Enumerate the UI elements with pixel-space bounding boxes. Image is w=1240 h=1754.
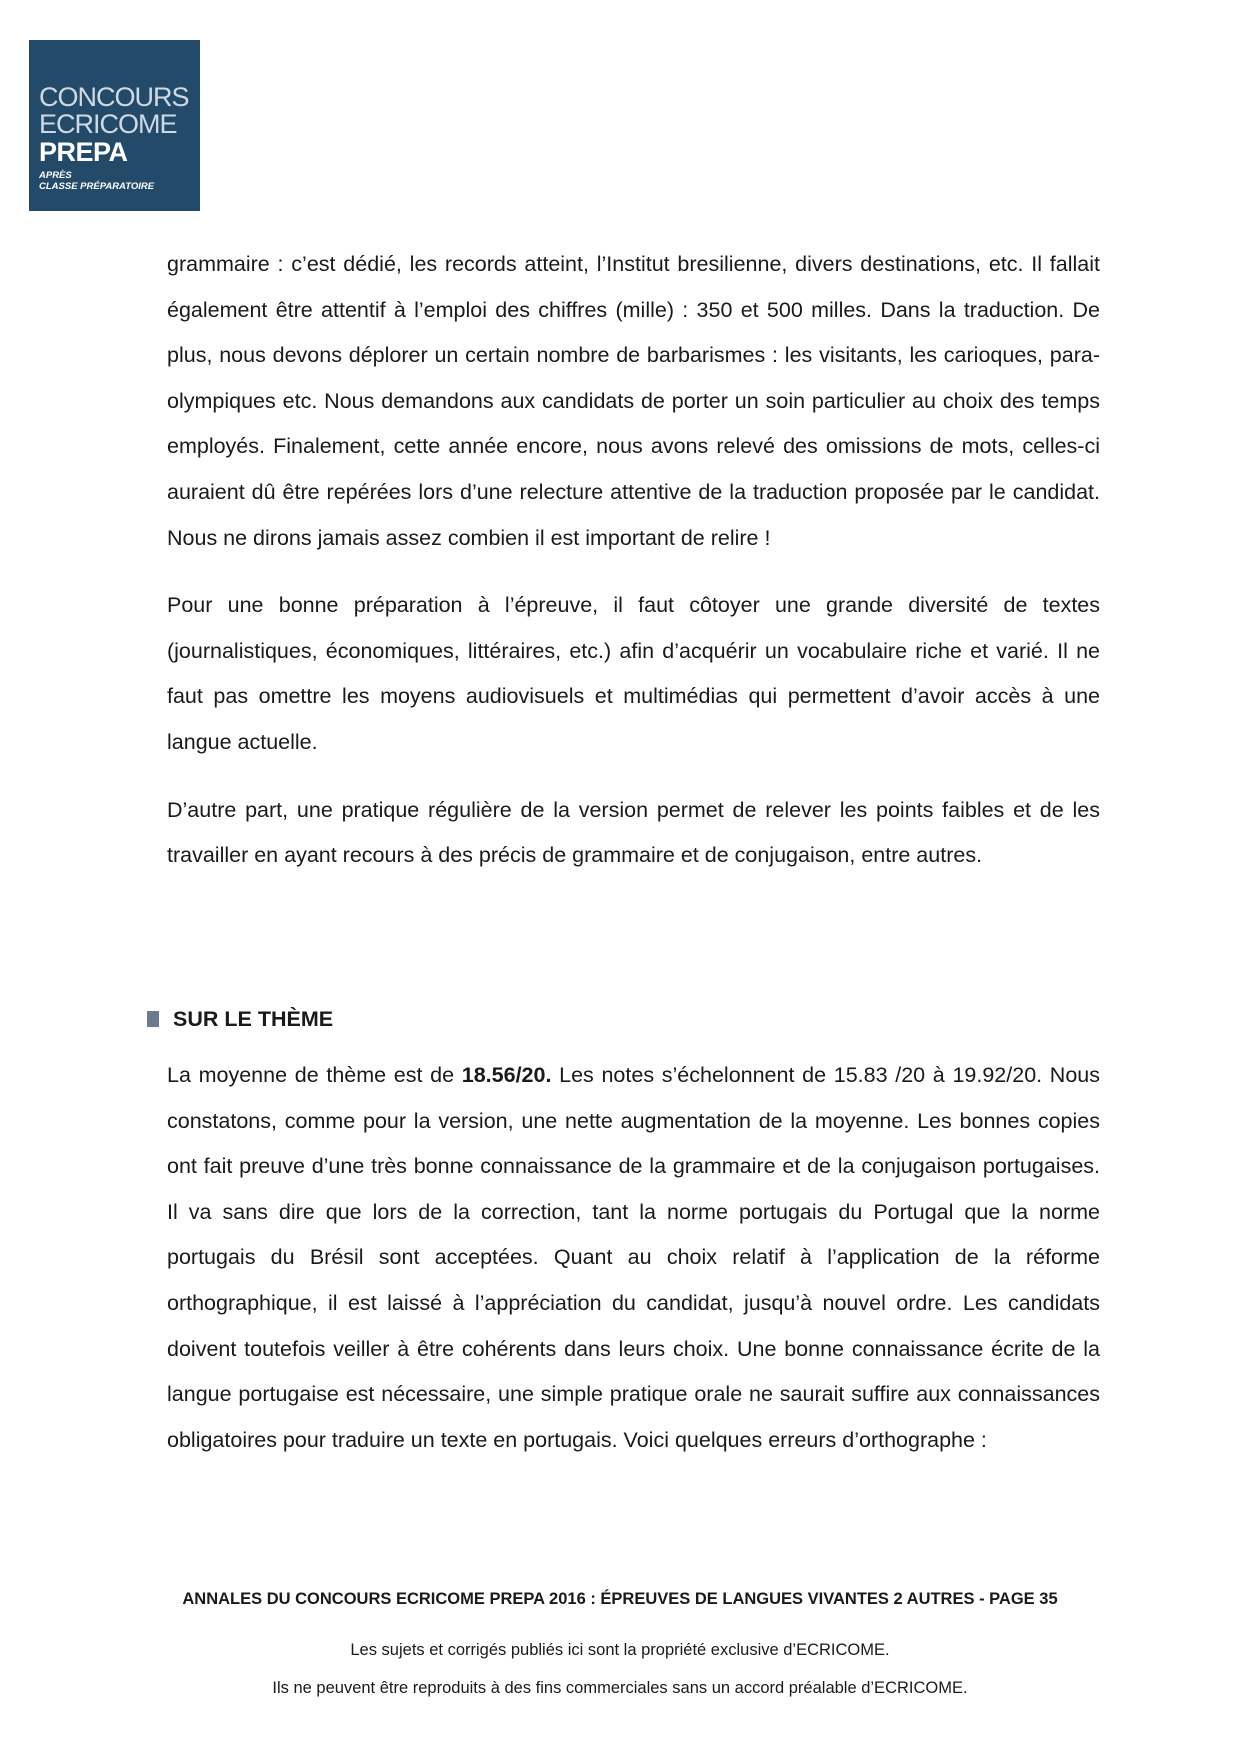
footer-title-text: ANNALES DU CONCOURS ECRICOME PREPA 2016 : ÉPREUVES DE LANGUES VIVANTES 2 AUTRES - PAGE 35 [182, 1590, 1058, 1608]
theme-text-body: Les notes s’échelonnent de 15.83 /20 à 19.92/20. Nous constatons, comme pour la version, une nette augmentation de la moyenne. Les bonnes copies ont fait preuve d’une très bonne connaissance de la grammaire et de la conjugaison portugaises. Il va sans dire que lors de la correction, tant la norme portugais du Portugal que la norme portugais du Brésil sont acceptées. Quant au choix relatif à l’application de la réforme orthographique, il est laissé à l’appréciation du candidat, jusqu’à nouvel ordre. Les candidats doivent toutefois veiller à être cohérents dans leurs choix. Une bonne connaissance écrite de la langue portugaise est nécessaire, une simple pratique orale ne saurait suffire aux connaissances obligatoires pour traduire un texte en portugais. Voici quelques erreurs d’orthographe : [167, 1063, 1101, 1452]
paragraph-practice: D’autre part, une pratique régulière de la version permet de relever les points faibles et de les travailler en ayant recours à des précis de grammaire et de conjugaison, entre autres. [167, 797, 1100, 868]
theme-text-intro: La moyenne de thème est de [167, 1063, 462, 1087]
section-heading-theme [147, 1004, 333, 1034]
logo-line-prepa: PREPA [39, 137, 128, 167]
logo-line-classe: CLASSE PRÉPARATOIRE [39, 180, 155, 192]
footer-line2-text: Ils ne peuvent être reproduits à des fins commerciales sans un accord préalable d’ECRICOME. [272, 1679, 968, 1697]
footer-copyright-line1 [0, 1641, 1240, 1660]
paragraph-grammar-errors: grammaire : c’est dédié, les records atteint, l’Institut bresilienne, divers destinations, etc. Il fallait également être attentif à l’emploi des chiffres (mille) : 350 et 500 milles. Dans la traduction. De plus, nous devons déplorer un certain nombre de barbarismes : les visitants, les carioques, para-olympiques etc. Nous demandons aux candidats de porter un soin particulier au choix des temps employés. Finalement, cette année encore, nous avons relevé des omissions de mots, celles-ci auraient dû être repérées lors d’une relecture attentive de la traduction proposée par le candidat. Nous ne dirons jamais assez combien il est important de relire ! [167, 252, 1100, 550]
logo-line-concours: CONCOURS [39, 82, 189, 112]
square-bullet-icon [147, 1011, 159, 1027]
footer-line1-text: Les sujets et corrigés publiés ici sont la propriété exclusive d’ECRICOME. [350, 1641, 890, 1659]
paragraph-theme-results [167, 1053, 1100, 1463]
logo-line-ecricome: ECRICOME [39, 109, 177, 139]
logo-line-apres: APRÈS [39, 170, 72, 181]
paragraph-preparation: Pour une bonne préparation à l’épreuve, il faut côtoyer une grande diversité de textes (journalistiques, économiques, littéraires, etc.) afin d’acquérir un vocabulaire riche et varié. Il ne faut pas omettre les moyens audiovisuels et multimédias qui permettent d’avoir accès à une langue actuelle. [167, 593, 1100, 754]
footer-title [0, 1590, 1240, 1609]
ecricome-logo [29, 40, 200, 211]
theme-average: 18.56/20. [461, 1063, 552, 1087]
body-text [167, 242, 1100, 879]
theme-section-text [167, 1053, 1100, 1463]
footer-copyright-line2 [0, 1679, 1240, 1698]
section-heading-label: SUR LE THÈME [173, 1007, 334, 1031]
